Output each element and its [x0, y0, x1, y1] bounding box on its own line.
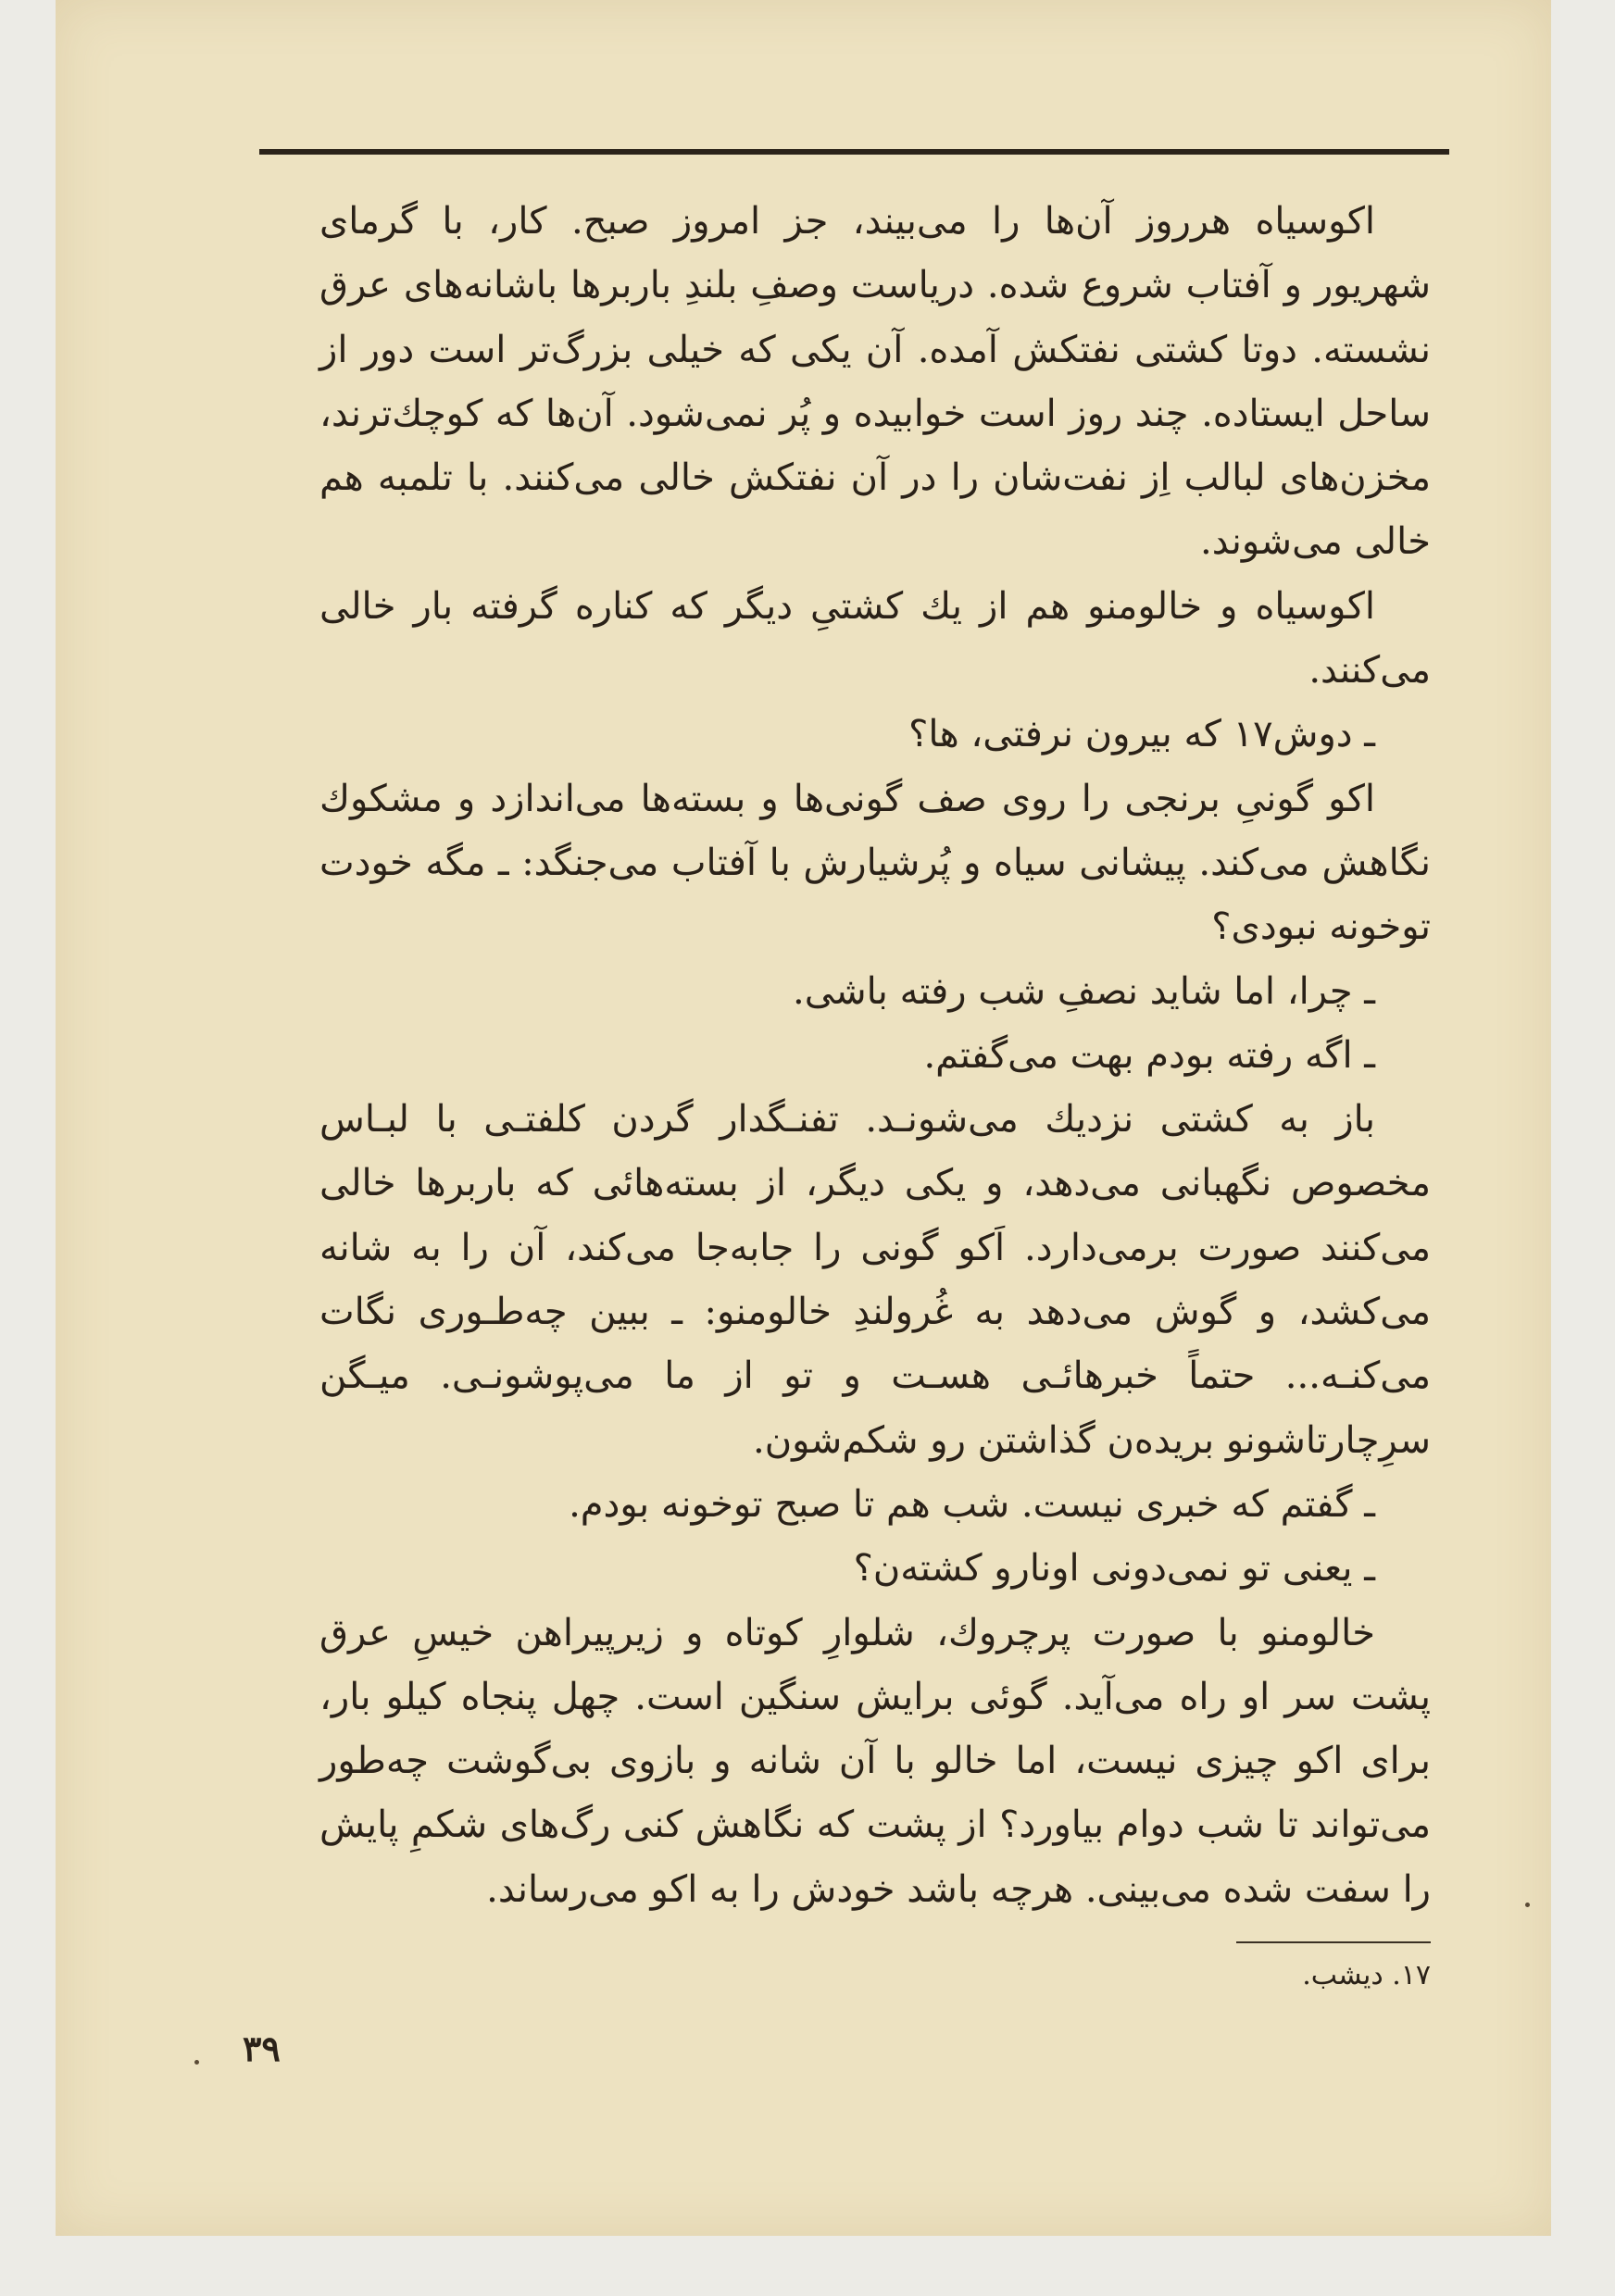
paper-speck	[194, 2060, 199, 2065]
page-number: ۳۹	[243, 2028, 281, 2069]
dialogue-line: ـ دوش۱۷ که بیرون نرفتی، ها؟	[908, 713, 1375, 756]
paper-speck	[1525, 1903, 1530, 1907]
dialogue-line: ـ اگه رفته بودم بهت می‌گفتم.	[923, 1033, 1375, 1077]
dialogue-line: ـ یعنی تو نمی‌دونی اونارو کشته‌ن؟	[853, 1547, 1375, 1591]
footnote: ۱۷. دیشب.	[1302, 1959, 1431, 1991]
footnote-rule	[1236, 1941, 1431, 1943]
header-rule	[259, 149, 1449, 155]
paragraph: اکو گونیِ برنجی را روی صف گونی‌ها و بسته‌ها می‌اندازد و مشکوك نگاهش می‌کند. پیشانی سیاه و پُرشیارش با آفتاب می‌جنگد: ـ مگه خودت توخونه نبودی؟	[319, 777, 1431, 949]
paragraph: اکوسیاه هرروز آن‌ها را می‌بیند، جز امروز صبح. کار، با گرمای شهریور و آفتاب شروع شده. دریاست وصفِ بلندِ باربرها باشانه‌های عرق نشسته. دوتا کشتی نفتکش آمده. آن یکی که خیلی بزرگ‌تر است دور از ساحل ایستاده. چند روز است خوابیده و پُر نمی‌شود. آن‌ها که کوچك‌ترند، مخزن‌های لبالب اِز نفت‌شان را در آن نفتکش خالی می‌کنند. با تلمبه هم خالی می‌شوند.	[319, 200, 1431, 564]
dialogue-line: ـ چرا، اما شاید نصفِ شب رفته باشی.	[793, 969, 1375, 1013]
body-text	[319, 190, 1431, 1922]
paragraph: باز به کشتی نزدیك می‌شونـد. تفنـگدار گردن کلفتـی با لبـاس مخصوص نگهبانی می‌دهد، و یکی دیگر، از بسته‌هائی که باربرها خالی می‌کنند صورت برمی‌دارد. اَکو گونی را جابه‌جا می‌کند، آن را به شانه می‌کشد، و گوش می‌دهد به غُرولندِ خالومنو: ـ ببین چه‌طـوری نگات می‌کنـه... حتماً خبرهائـی هسـت و تو از ما می‌پوشونـی. میـگن سرِچارتاشونو بریده‌ن گذاشتن رو شکم‌شون.	[319, 1098, 1431, 1462]
dialogue-line: ـ گفتم که خبری نیست. شب هم تا صبح توخونه بودم.	[569, 1482, 1375, 1526]
paragraph: اکوسیاه و خالومنو هم از یك کشتیِ دیگر که کناره گرفته بار خالی می‌کنند.	[319, 584, 1431, 693]
paragraph: خالومنو با صورت پرچروك، شلوارِ کوتاه و زیرپیراهن خیسِ عرق پشت سر او راه می‌آید. گوئی برایش سنگین است. چهل پنجاه کیلو بار، برای اکو چیزی نیست، اما خالو با آن شانه و بازوی بی‌گوشت چه‌طور می‌تواند تا شب دوام بیاورد؟ از پشت که نگاهش کنی رگ‌های شکمِ پایش را سفت شده می‌بینی. هرچه باشد خودش را به اکو می‌رساند.	[319, 1611, 1431, 1911]
